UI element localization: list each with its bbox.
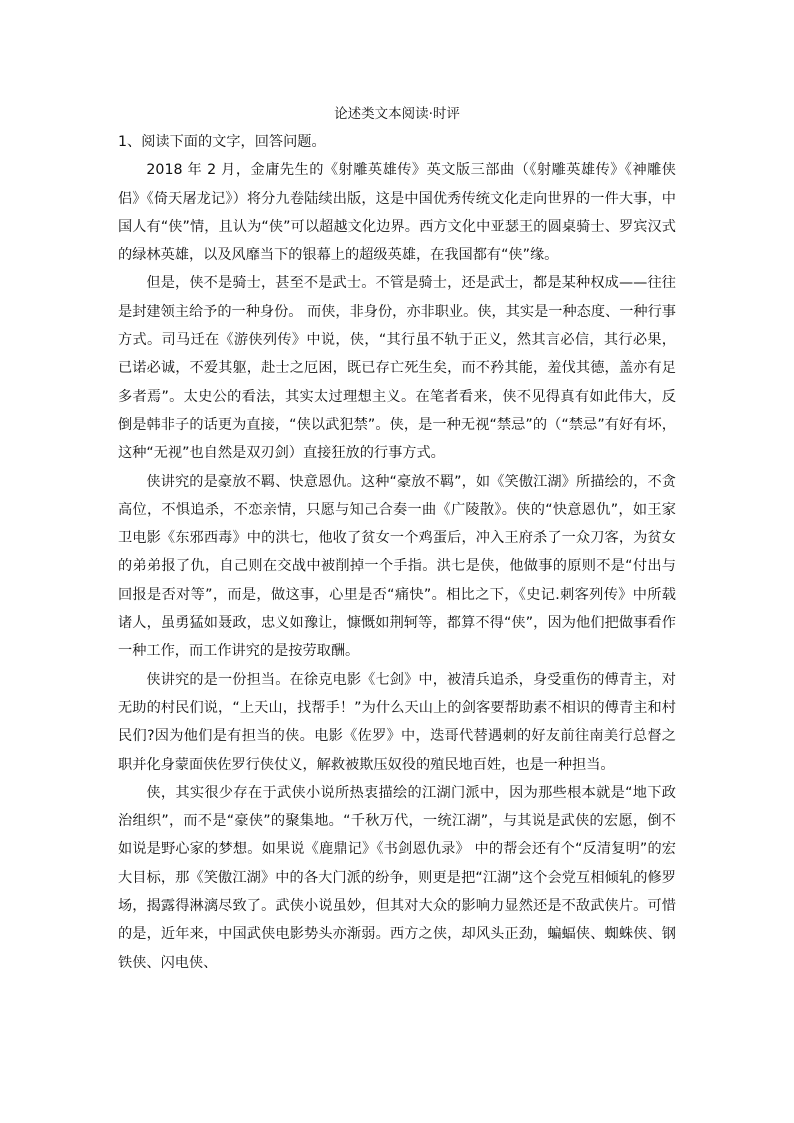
paragraph-3: 侠讲究的是豪放不羁、快意恩仇。这种“豪放不羁”，如《笑傲江湖》所描绘的，不贪高位，不惧追杀，不恋亲情，只愿与知己合奏一曲《广陵散》。侠的“快意恩仇”，如王家卫电影《东邪西毒》中的洪七，他收了贫女一个鸡蛋后，冲入王府杀了一众刀客，为贫女的弟弟报了仇，自己则在交战中被削掉一个手指。洪七是侠，他做事的原则不是“付出与回报是否对等”，而是，做这事，心里是否“痛快”。相比之下，《史记.刺客列传》中所载诸人，虽勇猛如聂政，忠义如豫让，慷慨如荆轲等，都算不得“侠”，因为他们把做事看作一种工作，而工作讲究的是按劳取酬。 (118, 473, 676, 660)
page-title: 论述类文本阅读·时评 (334, 106, 460, 122)
paragraph-2: 但是，侠不是骑士，甚至不是武士。不管是骑士，还是武士，都是某种权成——往往是封建领主给予的一种身份。 而侠，非身份，亦非职业。侠，其实是一种态度、一种行事方式。司马迁在《游侠列传》中说，侠，“其行虽不轨于正义，然其言必信，其行必果，已诺必诚，不爱其躯，赴士之厄困，既已存亡死生矣，而不矜其能，羞伐其德，盖亦有足多者焉”。太史公的看法，其实太过理想主义。在笔者看来，侠不见得真有如此伟大，反倒是韩非子的话更为直接，“侠以武犯禁”。侠，是一种无视“禁忌”的（“禁忌”有好有坏，这种“无视”也自然是双刃剑）直接狂放的行事方式。 (118, 275, 676, 462)
paragraph-1: 2018 年 2 月，金庸先生的《射雕英雄传》英文版三部曲（《射雕英雄传》《神雕侠侣》《倚天屠龙记》）将分九卷陆续出版，这是中国优秀传统文化走向世界的一件大事，中国人有“侠”情，且认为“侠”可以超越文化边界。西方文化中亚瑟王的圆桌骑士、罗宾汉式的绿林英雄，以及风靡当下的银幕上的超级英雄，在我国都有“侠”缘。 (118, 162, 676, 264)
question-intro: 1、阅读下面的文字，回答问题。 (118, 134, 326, 150)
paragraph-5: 侠，其实很少存在于武侠小说所热衷描绘的江湖门派中，因为那些根本就是“地下政治组织”，而不是“豪侠”的聚集地。“千秋万代，一统江湖”，与其说是武侠的宏愿，倒不如说是野心家的梦想。如果说《鹿鼎记》《书剑恩仇录》 中的帮会还有个“反清复明”的宏大目标，那《笑傲江湖》中的各大门派的纷争，则更是把“江湖”这个会党互相倾轧的修罗场，揭露得淋漓尽致了。武侠小说虽妙，但其对大众的影响力显然还是不敌武侠片。可惜的是，近年来，中国武侠电影势头亦渐弱。西方之侠，却风头正劲，蝙蝠侠、蜘蛛侠、钢铁侠、闪电侠、 (118, 784, 676, 971)
paragraph-4: 侠讲究的是一份担当。在徐克电影《七剑》中，被清兵追杀，身受重伤的傅青主，对无助的村民们说，“上天山，找帮手！”为什么天山上的剑客要帮助素不相识的傅青主和村民们?因为他们是有担当的侠。电影《佐罗》中，迭哥代替遇刺的好友前往南美行总督之职并化身蒙面侠佐罗行侠仗义，解救被欺压奴役的殖民地百姓，也是一种担当。 (118, 671, 676, 773)
